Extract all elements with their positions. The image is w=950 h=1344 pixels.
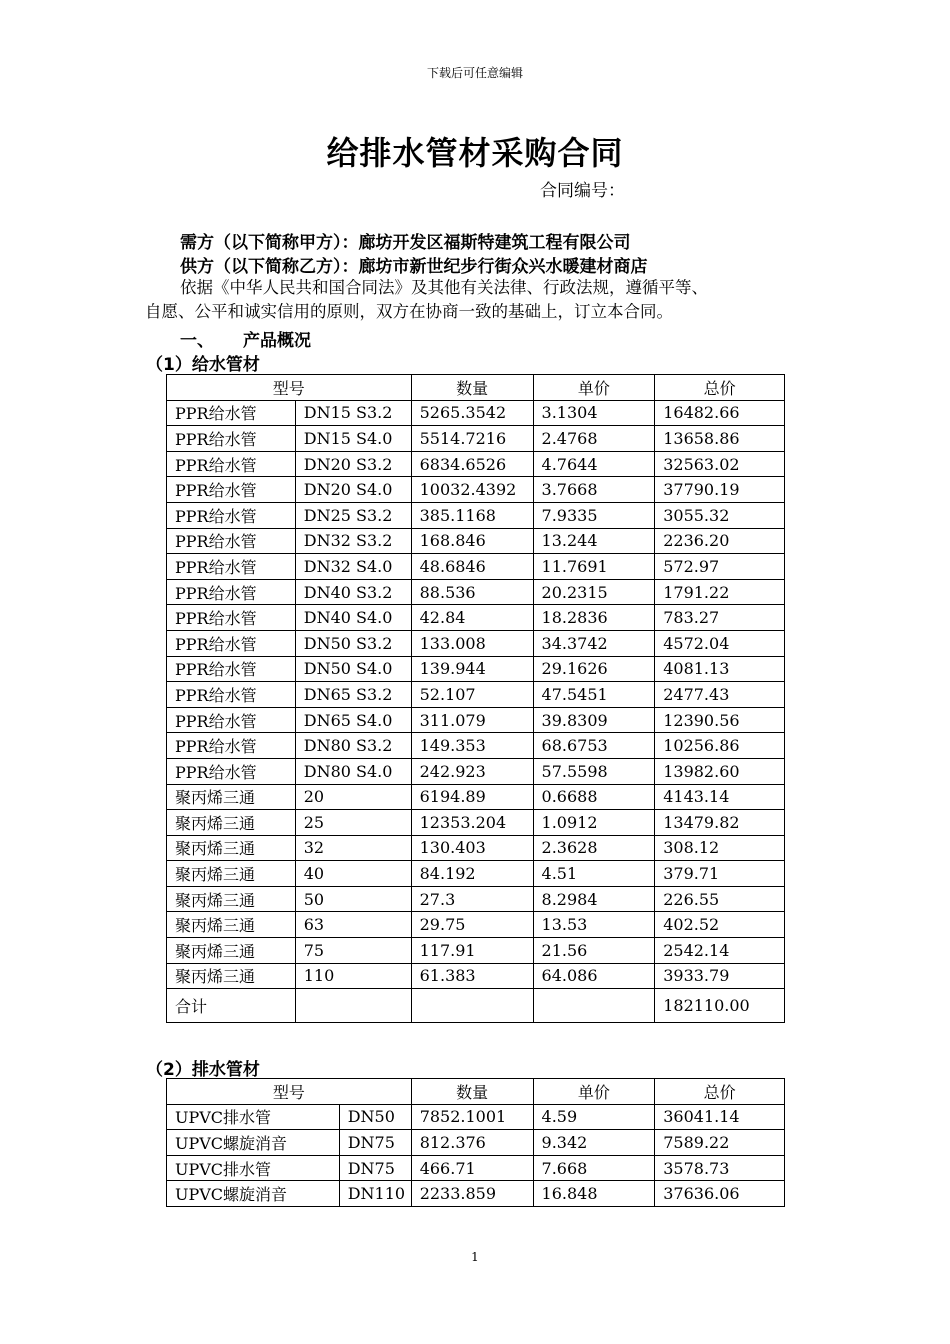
cell-total: 2542.14 <box>655 938 785 964</box>
table-row <box>167 1155 785 1181</box>
cell-spec: DN50 S3.2 <box>295 630 411 656</box>
cell-total: 13658.86 <box>655 426 785 452</box>
cell-spec: DN40 S4.0 <box>295 605 411 631</box>
cell-spec: DN25 S3.2 <box>295 502 411 528</box>
cell-qty: 61.383 <box>411 963 533 989</box>
header-model: 型号 <box>167 375 412 401</box>
table-row <box>167 861 785 887</box>
table-row <box>167 1181 785 1207</box>
header-qty: 数量 <box>411 1079 533 1105</box>
table-row <box>167 426 785 452</box>
cell-qty: 5265.3542 <box>411 400 533 426</box>
cell-name: PPR给水管 <box>167 758 296 784</box>
table-row <box>167 912 785 938</box>
cell-spec: DN65 S3.2 <box>295 682 411 708</box>
table-row <box>167 758 785 784</box>
cell-qty: 242.923 <box>411 758 533 784</box>
cell-total: 572.97 <box>655 554 785 580</box>
table-row <box>167 528 785 554</box>
cell-spec: DN40 S3.2 <box>295 579 411 605</box>
cell-price: 4.7644 <box>533 451 655 477</box>
section-1-number: 一、 <box>180 331 214 351</box>
table-row <box>167 1130 785 1156</box>
cell-price: 57.5598 <box>533 758 655 784</box>
cell-price: 47.5451 <box>533 682 655 708</box>
cell-name: 聚丙烯三通 <box>167 963 296 989</box>
page-number: 1 <box>471 1250 479 1264</box>
cell-qty: 29.75 <box>411 912 533 938</box>
table-row <box>167 963 785 989</box>
cell-qty: 812.376 <box>411 1130 533 1156</box>
cell-total: 12390.56 <box>655 707 785 733</box>
cell-price: 13.244 <box>533 528 655 554</box>
subsection-drainage-title: （2）排水管材 <box>146 1060 260 1080</box>
cell-total: 3055.32 <box>655 502 785 528</box>
table-row <box>167 630 785 656</box>
cell-price: 64.086 <box>533 963 655 989</box>
cell-qty: 385.1168 <box>411 502 533 528</box>
table-total-row <box>167 989 785 1023</box>
cell-name: PPR给水管 <box>167 682 296 708</box>
cell-price: 20.2315 <box>533 579 655 605</box>
cell-total: 10256.86 <box>655 733 785 759</box>
cell-total: 1791.22 <box>655 579 785 605</box>
cell-total: 2236.20 <box>655 528 785 554</box>
cell-name: UPVC排水管 <box>167 1155 340 1181</box>
table-row <box>167 886 785 912</box>
cell-qty: 130.403 <box>411 835 533 861</box>
cell-spec: DN50 <box>339 1104 411 1130</box>
cell-name: PPR给水管 <box>167 707 296 733</box>
cell-spec: 75 <box>295 938 411 964</box>
cell-name: UPVC排水管 <box>167 1104 340 1130</box>
cell-qty: 117.91 <box>411 938 533 964</box>
table-row <box>167 656 785 682</box>
cell-spec: DN80 S4.0 <box>295 758 411 784</box>
cell-qty: 48.6846 <box>411 554 533 580</box>
cell-spec: 50 <box>295 886 411 912</box>
header-price: 单价 <box>533 375 655 401</box>
table-row <box>167 451 785 477</box>
cell-spec: DN75 <box>339 1155 411 1181</box>
cell-name: 聚丙烯三通 <box>167 912 296 938</box>
cell-name: PPR给水管 <box>167 579 296 605</box>
cell-name: PPR给水管 <box>167 554 296 580</box>
cell-total: 3578.73 <box>655 1155 785 1181</box>
table-row <box>167 810 785 836</box>
cell-price: 1.0912 <box>533 810 655 836</box>
table-row <box>167 502 785 528</box>
cell-qty: 466.71 <box>411 1155 533 1181</box>
cell-name: PPR给水管 <box>167 400 296 426</box>
cell-price: 16.848 <box>533 1181 655 1207</box>
table-row <box>167 707 785 733</box>
cell-name: 聚丙烯三通 <box>167 835 296 861</box>
cell-price: 13.53 <box>533 912 655 938</box>
cell-total: 402.52 <box>655 912 785 938</box>
cell-spec: 32 <box>295 835 411 861</box>
table-row <box>167 938 785 964</box>
cell-qty: 12353.204 <box>411 810 533 836</box>
cell-total: 783.27 <box>655 605 785 631</box>
cell-price: 8.2984 <box>533 886 655 912</box>
cell-name: PPR给水管 <box>167 630 296 656</box>
cell-qty: 2233.859 <box>411 1181 533 1207</box>
table-row <box>167 477 785 503</box>
cell-spec: DN15 S4.0 <box>295 426 411 452</box>
cell-price: 0.6688 <box>533 784 655 810</box>
cell-qty: 311.079 <box>411 707 533 733</box>
cell-spec: 63 <box>295 912 411 938</box>
cell-total: 3933.79 <box>655 963 785 989</box>
cell-spec: DN80 S3.2 <box>295 733 411 759</box>
cell-spec: 110 <box>295 963 411 989</box>
cell-spec: DN20 S4.0 <box>295 477 411 503</box>
cell-price: 4.51 <box>533 861 655 887</box>
contract-number-label: 合同编号： <box>540 181 625 201</box>
header-price: 单价 <box>533 1079 655 1105</box>
table-row <box>167 784 785 810</box>
cell-name: PPR给水管 <box>167 528 296 554</box>
cell-qty: 42.84 <box>411 605 533 631</box>
cell-qty: 133.008 <box>411 630 533 656</box>
cell-qty: 27.3 <box>411 886 533 912</box>
cell-name: PPR给水管 <box>167 733 296 759</box>
cell-price: 7.9335 <box>533 502 655 528</box>
total-label: 合计 <box>167 989 296 1023</box>
cell-total: 4572.04 <box>655 630 785 656</box>
cell-name: PPR给水管 <box>167 477 296 503</box>
table-header-row <box>167 375 785 401</box>
header-model: 型号 <box>167 1079 412 1105</box>
drainage-table <box>166 1078 785 1207</box>
cell-qty: 5514.7216 <box>411 426 533 452</box>
table-row <box>167 733 785 759</box>
cell-qty: 7852.1001 <box>411 1104 533 1130</box>
header-note: 下载后可任意编辑 <box>426 66 523 80</box>
cell-name: 聚丙烯三通 <box>167 784 296 810</box>
total-empty-qty <box>411 989 533 1023</box>
cell-total: 37790.19 <box>655 477 785 503</box>
table-row <box>167 605 785 631</box>
cell-total: 379.71 <box>655 861 785 887</box>
cell-price: 21.56 <box>533 938 655 964</box>
cell-price: 9.342 <box>533 1130 655 1156</box>
total-value: 182110.00 <box>655 989 785 1023</box>
cell-qty: 168.846 <box>411 528 533 554</box>
cell-qty: 84.192 <box>411 861 533 887</box>
cell-qty: 10032.4392 <box>411 477 533 503</box>
cell-spec: DN15 S3.2 <box>295 400 411 426</box>
cell-price: 29.1626 <box>533 656 655 682</box>
cell-spec: DN32 S4.0 <box>295 554 411 580</box>
cell-qty: 149.353 <box>411 733 533 759</box>
cell-total: 37636.06 <box>655 1181 785 1207</box>
cell-total: 2477.43 <box>655 682 785 708</box>
cell-price: 2.4768 <box>533 426 655 452</box>
total-empty-price <box>533 989 655 1023</box>
intro-line-2: 自愿、公平和诚实信用的原则，双方在协商一致的基础上，订立本合同。 <box>145 302 673 321</box>
cell-total: 308.12 <box>655 835 785 861</box>
cell-total: 4081.13 <box>655 656 785 682</box>
cell-total: 7589.22 <box>655 1130 785 1156</box>
cell-name: PPR给水管 <box>167 502 296 528</box>
cell-total: 32563.02 <box>655 451 785 477</box>
cell-spec: DN110 <box>339 1181 411 1207</box>
cell-spec: DN75 <box>339 1130 411 1156</box>
cell-name: 聚丙烯三通 <box>167 861 296 887</box>
party-a: 需方（以下简称甲方）：廊坊开发区福斯特建筑工程有限公司 <box>180 233 631 253</box>
subsection-water-supply-title: （1）给水管材 <box>146 355 260 375</box>
cell-name: 聚丙烯三通 <box>167 938 296 964</box>
cell-total: 13982.60 <box>655 758 785 784</box>
header-qty: 数量 <box>411 375 533 401</box>
water-supply-table <box>166 374 785 1023</box>
cell-price: 68.6753 <box>533 733 655 759</box>
cell-name: PPR给水管 <box>167 426 296 452</box>
cell-total: 226.55 <box>655 886 785 912</box>
table-header-row <box>167 1079 785 1105</box>
cell-spec: DN20 S3.2 <box>295 451 411 477</box>
cell-spec: DN32 S3.2 <box>295 528 411 554</box>
intro-line-1: 依据《中华人民共和国合同法》及其他有关法律、行政法规，遵循平等、 <box>180 278 708 297</box>
cell-qty: 139.944 <box>411 656 533 682</box>
cell-price: 3.7668 <box>533 477 655 503</box>
cell-spec: 25 <box>295 810 411 836</box>
table-row <box>167 682 785 708</box>
cell-total: 16482.66 <box>655 400 785 426</box>
cell-spec: 40 <box>295 861 411 887</box>
cell-total: 36041.14 <box>655 1104 785 1130</box>
cell-price: 39.8309 <box>533 707 655 733</box>
intro-paragraph <box>145 276 795 324</box>
table-row <box>167 400 785 426</box>
table-row <box>167 835 785 861</box>
cell-total: 13479.82 <box>655 810 785 836</box>
cell-name: 聚丙烯三通 <box>167 810 296 836</box>
header-total: 总价 <box>655 375 785 401</box>
cell-price: 4.59 <box>533 1104 655 1130</box>
cell-price: 11.7691 <box>533 554 655 580</box>
cell-name: PPR给水管 <box>167 656 296 682</box>
cell-name: PPR给水管 <box>167 605 296 631</box>
header-total: 总价 <box>655 1079 785 1105</box>
cell-qty: 52.107 <box>411 682 533 708</box>
cell-name: UPVC螺旋消音 <box>167 1181 340 1207</box>
table-row <box>167 579 785 605</box>
cell-price: 34.3742 <box>533 630 655 656</box>
cell-qty: 88.536 <box>411 579 533 605</box>
section-1-title: 产品概况 <box>243 331 311 351</box>
cell-name: UPVC螺旋消音 <box>167 1130 340 1156</box>
cell-name: 聚丙烯三通 <box>167 886 296 912</box>
cell-price: 3.1304 <box>533 400 655 426</box>
table-row <box>167 554 785 580</box>
cell-qty: 6834.6526 <box>411 451 533 477</box>
cell-qty: 6194.89 <box>411 784 533 810</box>
cell-price: 18.2836 <box>533 605 655 631</box>
cell-total: 4143.14 <box>655 784 785 810</box>
party-b: 供方（以下简称乙方）：廊坊市新世纪步行街众兴水暖建材商店 <box>180 257 648 277</box>
total-empty-spec <box>295 989 411 1023</box>
table-row <box>167 1104 785 1130</box>
cell-spec: 20 <box>295 784 411 810</box>
cell-spec: DN50 S4.0 <box>295 656 411 682</box>
page-title: 给排水管材采购合同 <box>326 134 624 172</box>
cell-price: 7.668 <box>533 1155 655 1181</box>
cell-spec: DN65 S4.0 <box>295 707 411 733</box>
cell-name: PPR给水管 <box>167 451 296 477</box>
cell-price: 2.3628 <box>533 835 655 861</box>
